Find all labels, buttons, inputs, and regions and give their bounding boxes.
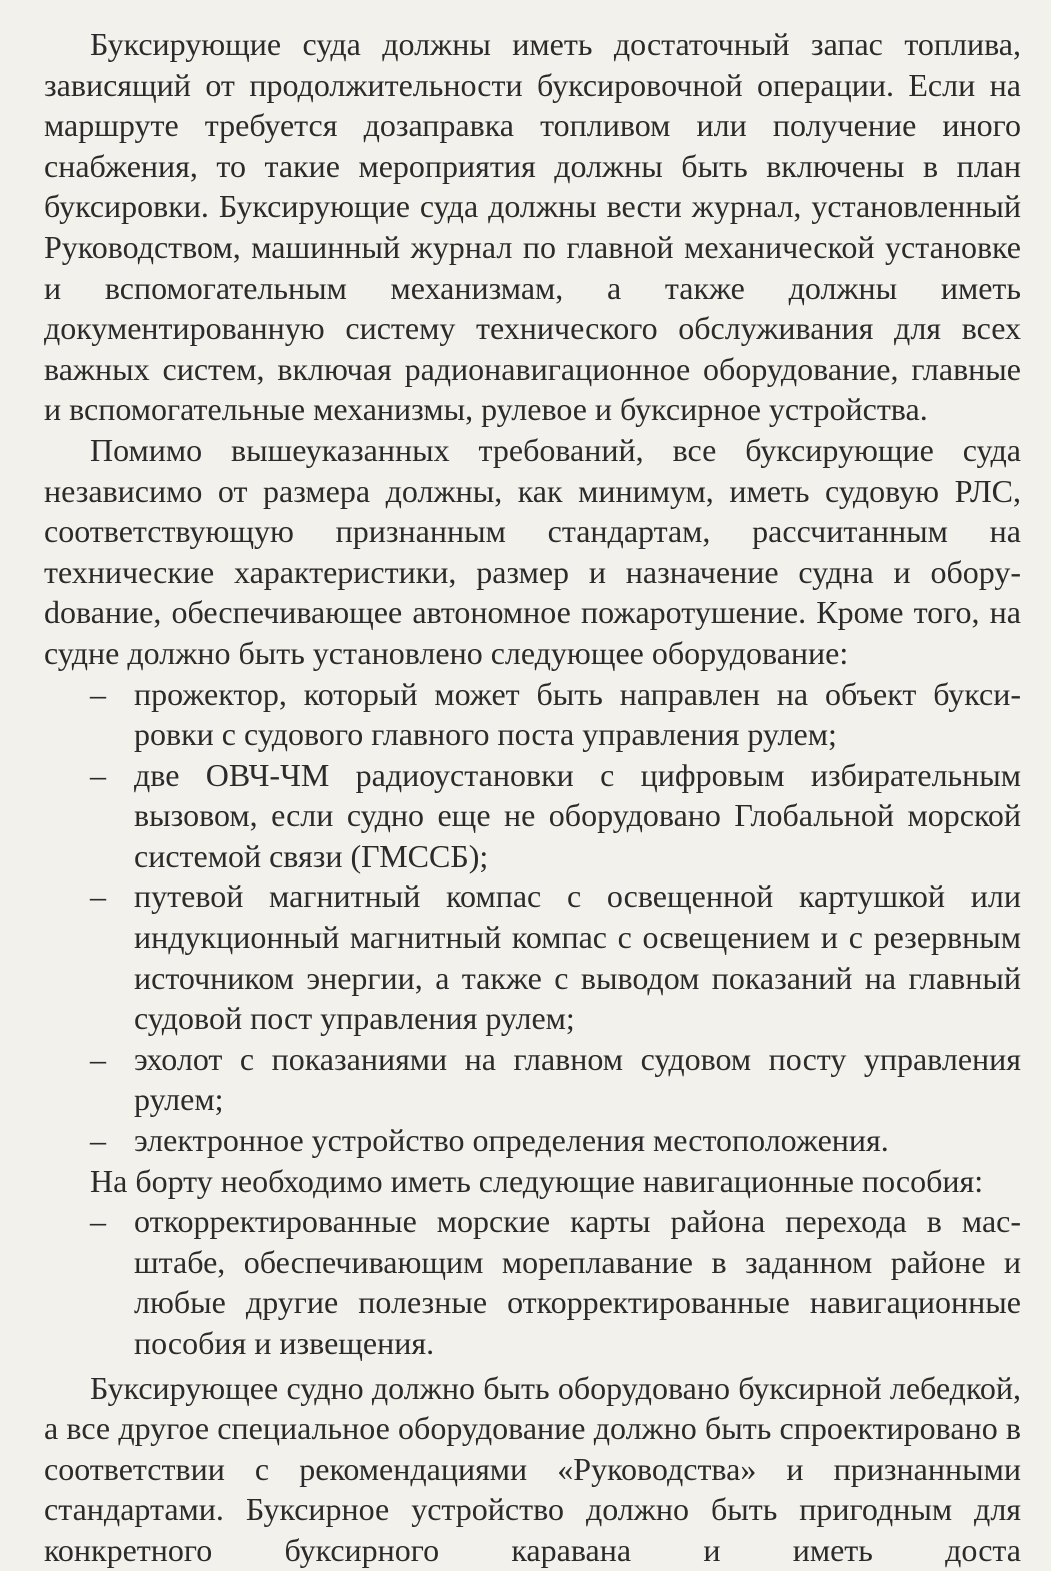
paragraph-radar-requirements: Помимо вышеуказанных требований, все буксирующие суда независимо от размера должны, как минимум, иметь судовую РЛС, соответствующую признанным стандартам, рассчитанным на технические характеристики, размер и назначение судна и оборуdование, обеспечивающее автономное пожаротушение. Кроме того, на судне должно быть установлено следующее оборудование: bbox=[44, 431, 1021, 671]
equipment-list bbox=[44, 674, 1021, 1161]
list-item: – две ОВЧ-ЧМ радиоустановки с цифровым избирательным вызовом, если судно еще не оборудовано Глобальной морской системой связи (ГМССБ); bbox=[44, 755, 1021, 877]
list-item: – путевой магнитный компас с освещенной картушкой или индукционный магнитный компас с освещением и с резервным источником энергии, а также с выводом показаний на главный судовой пост управления рулем; bbox=[44, 876, 1021, 1038]
navigation-aids-list bbox=[44, 1201, 1021, 1363]
paragraph-fuel-and-logs: Буксирующие суда должны иметь достаточный запас топлива, зависящий от продолжительности буксировочной операции. Если на маршруте требуется дозаправка топливом или получение иного снабжения, то такие мероприятия должны быть включены в план буксировки. Буксирующие суда должны вести журнал, установленный Руководством, машинный журнал по главной механической установке и вспомогательным механизмам, а также должны иметь документированную систему технического обслуживания для всех важных систем, включая радионавигационное оборудование, главные и вспомогательные механизмы, рулевое и буксирное устройства. bbox=[44, 26, 1021, 428]
paragraph-navigation-aids-intro: На борту необходимо иметь следующие навигационные пособия: bbox=[90, 1162, 984, 1199]
paragraph-towing-winch: Буксирующее судно должно быть оборудовано буксирной лебедкой, а все другое специальное оборудование должно быть спроектировано в соответствии с рекомендациями «Руководства» и признанными стандартами. Буксирное устройство должно быть пригодным для конкретного буксирного каравана и иметь доста bbox=[44, 1369, 1021, 1568]
list-item: – откорректированные морские карты района перехода в масштабе, обеспечивающим мореплавание в заданном районе и любые другие полезные откорректированные навигационные пособия и извещения. bbox=[44, 1201, 1021, 1363]
list-item: – прожектор, который может быть направлен на объект буксировки с судового главного поста управления рулем; bbox=[44, 674, 1021, 755]
list-item: – эхолот с показаниями на главном судовом посту управления рулем; bbox=[44, 1039, 1021, 1120]
list-item: – электронное устройство определения местоположения. bbox=[44, 1120, 1021, 1161]
